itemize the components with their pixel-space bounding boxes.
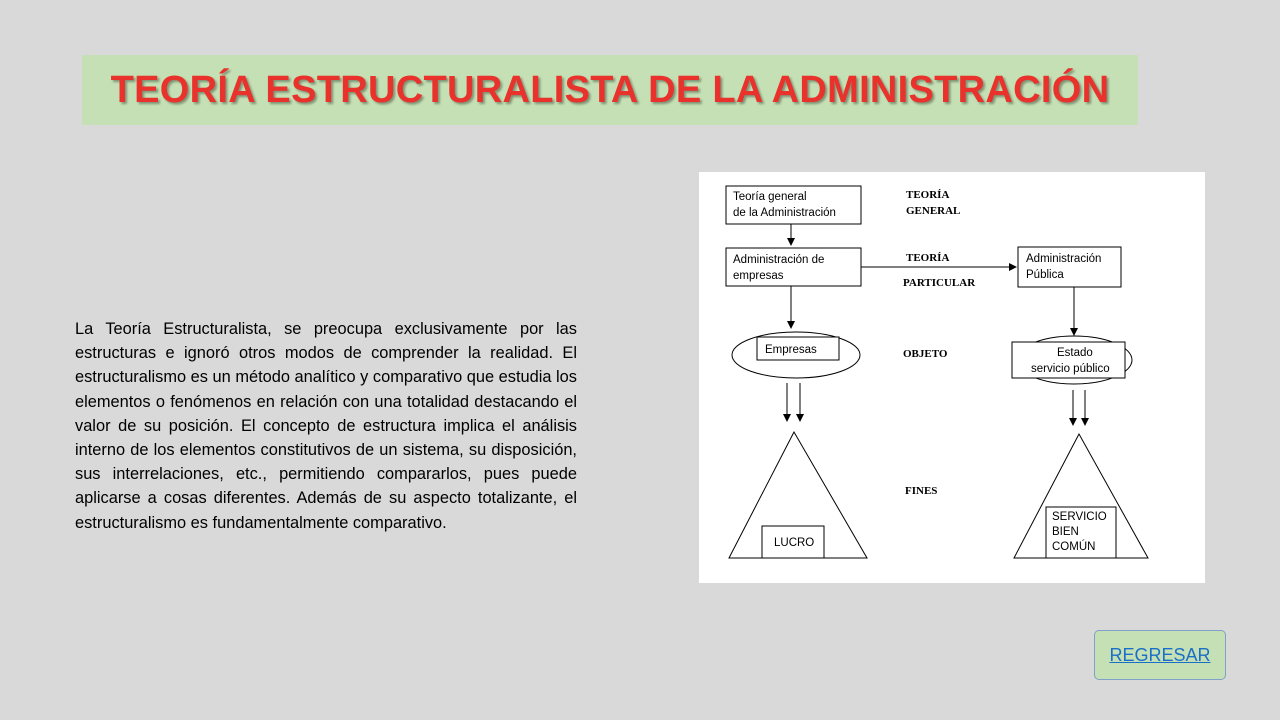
state-line-1: Estado (1057, 347, 1093, 359)
title-banner (82, 55, 1138, 125)
tier-object-label: OBJETO (903, 348, 948, 360)
common-good-line-3: COMÚN (1052, 541, 1096, 553)
back-button[interactable] (1094, 630, 1226, 680)
page-title: TEORÍA ESTRUCTURALISTA DE LA ADMINISTRACIÓN (110, 68, 1110, 111)
general-theory-line-1: Teoría general (733, 191, 807, 203)
description-paragraph: La Teoría Estructuralista, se preocupa exclusivamente por las estructuras e ignoró otros modos de comprender la realidad. El estructuralismo es un método analítico y comparativo que estudia los elementos o fenómenos en relación con una totalidad destacando el valor de su posición. El concepto de estructura implica el análisis interno de los elementos constitutivos de un sistema, su disposición, sus interrelaciones, etc., permitiendo compararlos, pues puede aplicarse a cosas diferentes. Además de su aspecto totalizante, el estructuralismo es fundamentalmente comparativo. (75, 320, 577, 532)
tier-general-line-1: TEORÍA (906, 189, 950, 201)
profit-label: LUCRO (774, 537, 815, 549)
tier-particular-line-1: TEORÍA (906, 252, 950, 264)
public-admin-line-2: Pública (1026, 269, 1064, 281)
structuralism-diagram (699, 172, 1205, 583)
common-good-line-2: BIEN (1052, 526, 1079, 538)
business-admin-line-2: empresas (733, 270, 784, 282)
public-admin-line-1: Administración (1026, 253, 1102, 265)
companies-label: Empresas (765, 344, 817, 356)
tier-ends-label: FINES (905, 485, 938, 497)
business-admin-line-1: Administración de (733, 254, 825, 266)
common-good-line-1: SERVICIO (1052, 511, 1107, 523)
back-button-label[interactable]: REGRESAR (1109, 644, 1211, 665)
general-theory-line-2: de la Administración (733, 207, 836, 219)
tier-general-line-2: GENERAL (906, 205, 961, 217)
state-line-2: servicio público (1031, 363, 1110, 375)
tier-particular-line-2: PARTICULAR (903, 277, 976, 289)
diagram-canvas (699, 172, 1205, 583)
